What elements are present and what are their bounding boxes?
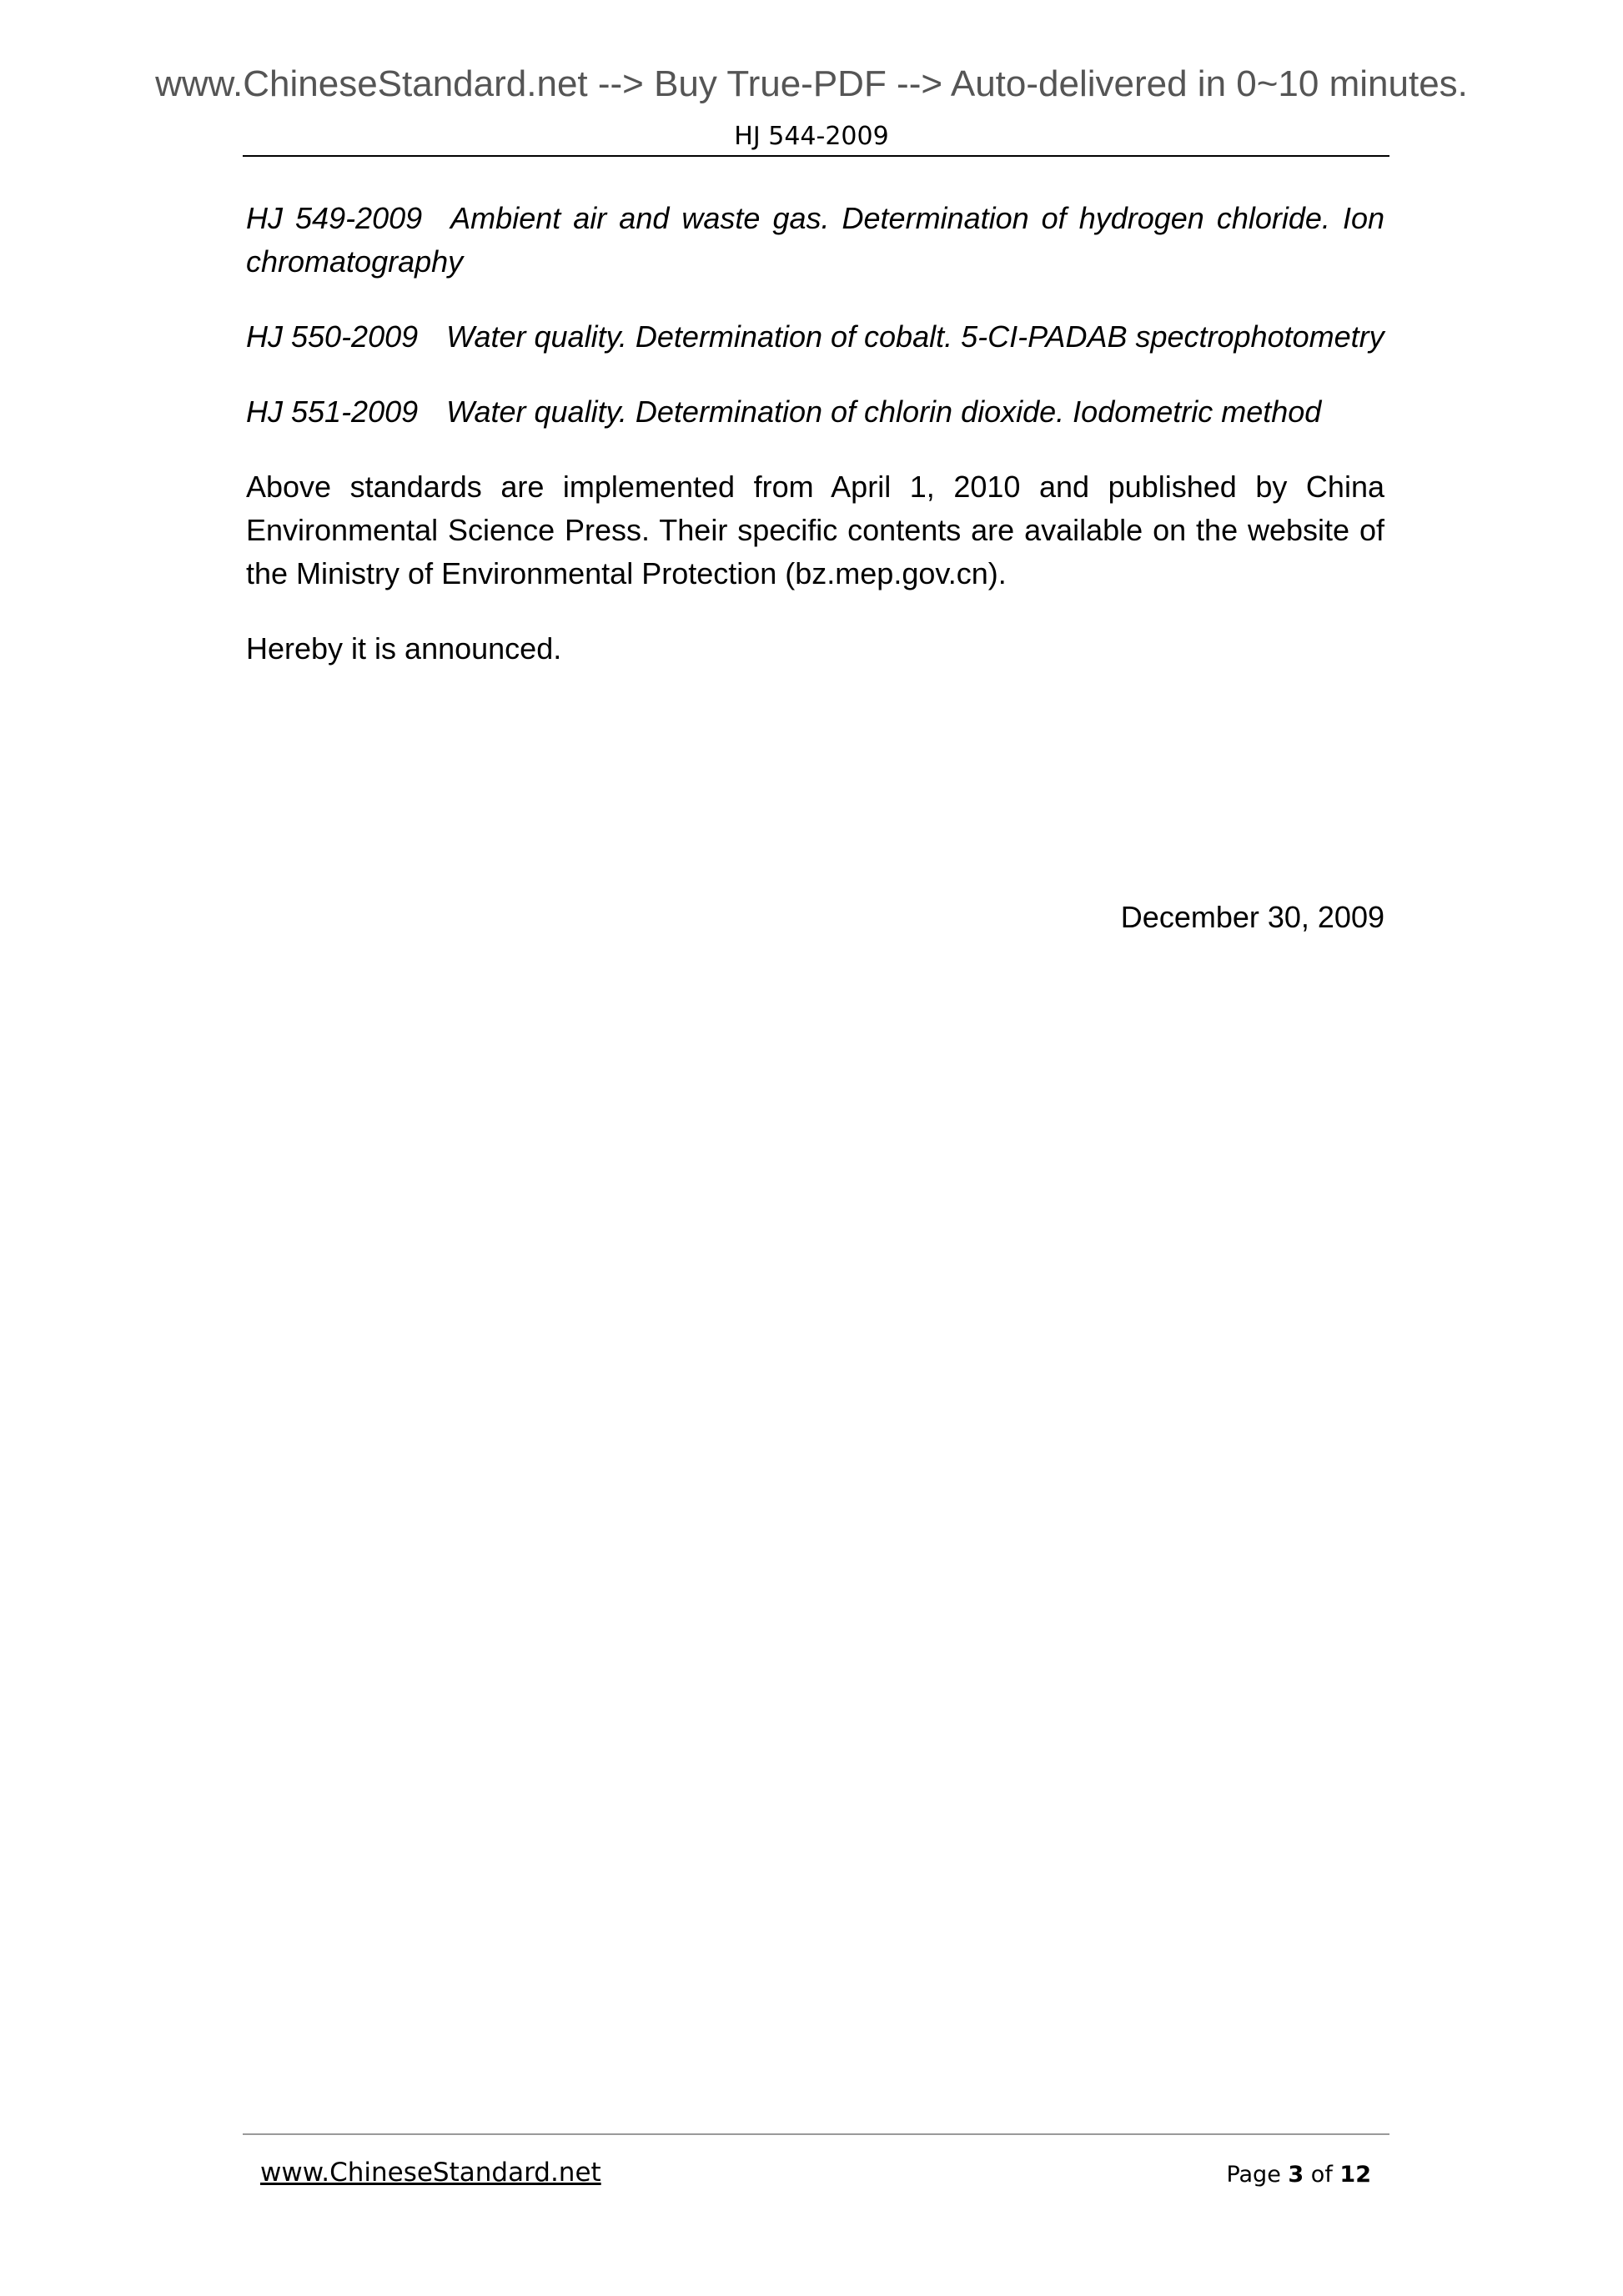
standard-code: HJ 551-2009 xyxy=(246,394,419,429)
standard-code: HJ 550-2009 xyxy=(246,319,419,354)
document-code: HJ 544-2009 xyxy=(734,122,889,151)
standard-entry xyxy=(246,390,1384,434)
page-current: 3 xyxy=(1288,2162,1304,2188)
footer-site-link[interactable]: www.ChineseStandard.net xyxy=(260,2158,601,2188)
implementation-paragraph: Above standards are implemented from April 1, 2010 and published by China Environmental Science Press. Their specific contents are available on the website of the Ministry of Environmental Protection (bz.mep.gov.cn). xyxy=(246,470,1384,590)
standard-title: Water quality. Determination of cobalt. 5-CI-PADAB spectrophotometry xyxy=(446,319,1384,354)
announcement-text: Hereby it is announced. xyxy=(246,631,562,666)
page-of-word: of xyxy=(1310,2162,1333,2188)
standard-title: Ambient air and waste gas. Determination of hydrogen chloride. Ion chromatography xyxy=(246,201,1385,279)
standard-title: Water quality. Determination of chlorin dioxide. Iodometric method xyxy=(446,394,1322,429)
footer-divider xyxy=(243,2133,1389,2135)
page-word: Page xyxy=(1226,2162,1281,2188)
page-total: 12 xyxy=(1339,2162,1371,2188)
page-number xyxy=(1226,2162,1371,2188)
standard-entry xyxy=(246,315,1384,359)
header-divider xyxy=(243,155,1389,157)
site-banner: www.ChineseStandard.net --> Buy True-PDF --> Auto-delivered in 0~10 minutes. xyxy=(155,63,1468,104)
standard-entry xyxy=(246,197,1384,284)
page-content xyxy=(246,197,1384,702)
announcement-date: December 30, 2009 xyxy=(1120,900,1384,934)
standard-code: HJ 549-2009 xyxy=(246,201,423,235)
